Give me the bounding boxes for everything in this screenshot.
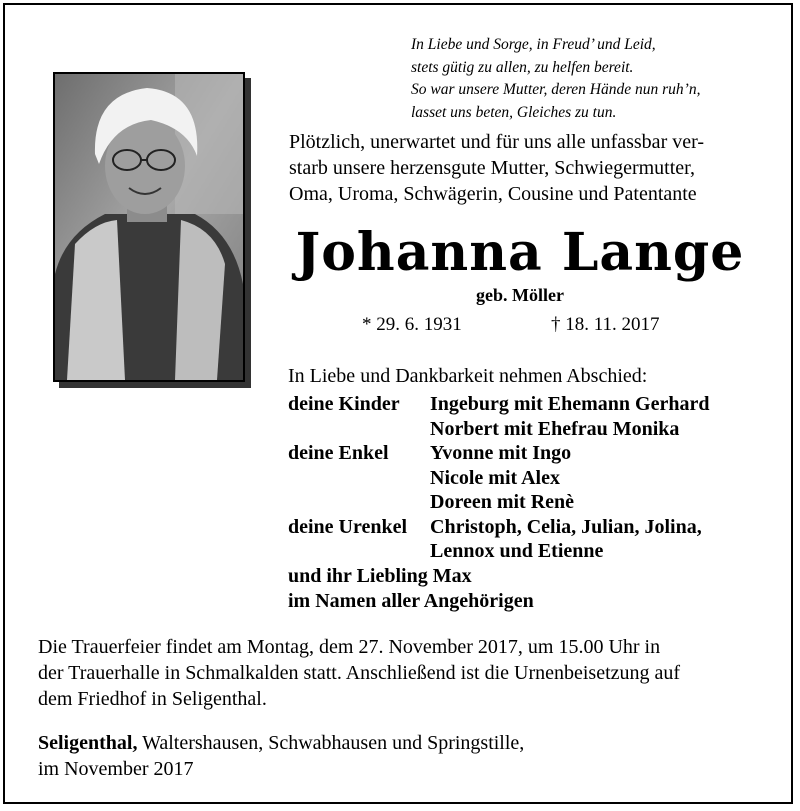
relation-label: deine Enkel (288, 442, 389, 464)
family-row (288, 539, 709, 564)
tail-line: und ihr Liebling Max (288, 565, 472, 587)
family-tail (288, 564, 534, 613)
place-and-date (38, 730, 524, 782)
family-row (288, 392, 709, 417)
ceremony-line: Die Trauerfeier findet am Montag, dem 27. November 2017, um 15.00 Uhr in (38, 636, 661, 658)
family-row (288, 441, 709, 466)
family-row (288, 466, 709, 491)
relation-label (288, 417, 430, 442)
relation-names: Doreen mit Renè (430, 491, 575, 513)
portrait-photo (53, 72, 245, 382)
relation-names: Nicole mit Alex (430, 466, 560, 489)
relation-names: Christoph, Celia, Julian, Jolina, (430, 515, 702, 538)
death-date: † 18. 11. 2017 (551, 314, 660, 335)
place-bold: Seligenthal, (38, 732, 138, 754)
family-row (288, 490, 709, 515)
poem-line: stets gütig zu allen, zu helfen bereit. (411, 58, 634, 76)
relation-names: Yvonne mit Ingo (430, 442, 572, 464)
intro-line: Plötzlich, unerwartet und für uns alle unfassbar ver- (289, 131, 705, 153)
relation-label: deine Kinder (288, 393, 400, 415)
relation-names: Lennox und Etienne (430, 540, 604, 562)
ceremony-text (38, 634, 768, 712)
family-list (288, 392, 709, 564)
birth-date: * 29. 6. 1931 (362, 314, 462, 335)
poem-line: In Liebe und Sorge, in Freud’ und Leid, (411, 36, 656, 53)
relation-label (288, 490, 430, 515)
relation-names: Norbert mit Ehefrau Monika (430, 417, 680, 440)
relation-label (288, 466, 430, 491)
poem-line: lasset uns beten, Gleiches zu tun. (411, 103, 617, 121)
place-line (38, 730, 524, 756)
relation-label (288, 539, 430, 564)
deceased-name: Johanna Lange (295, 222, 745, 283)
ceremony-line: dem Friedhof in Seligenthal. (38, 688, 267, 710)
family-row (288, 417, 709, 442)
intro-line: Oma, Uroma, Schwägerin, Cousine und Patentante (289, 183, 697, 205)
relation-names: Ingeburg mit Ehemann Gerhard (430, 393, 710, 415)
relation-label: deine Urenkel (288, 515, 408, 538)
ceremony-line: der Trauerhalle in Schmalkalden statt. Anschließend ist die Urnenbeisetzung auf (38, 662, 681, 684)
tail-line: im Namen aller Angehörigen (288, 589, 534, 612)
poem (411, 34, 781, 124)
date-line: im November 2017 (38, 758, 194, 780)
family-row (288, 515, 709, 540)
intro-line: starb unsere herzensgute Mutter, Schwiegermutter, (289, 157, 696, 179)
intro-text (289, 129, 759, 207)
place-rest: Waltershausen, Schwabhausen und Springstille, (137, 732, 525, 754)
poem-line: So war unsere Mutter, deren Hände nun ruh’n, (411, 81, 701, 98)
maiden-name: geb. Möller (476, 285, 564, 305)
farewell-line: In Liebe und Dankbarkeit nehmen Abschied: (288, 365, 648, 387)
